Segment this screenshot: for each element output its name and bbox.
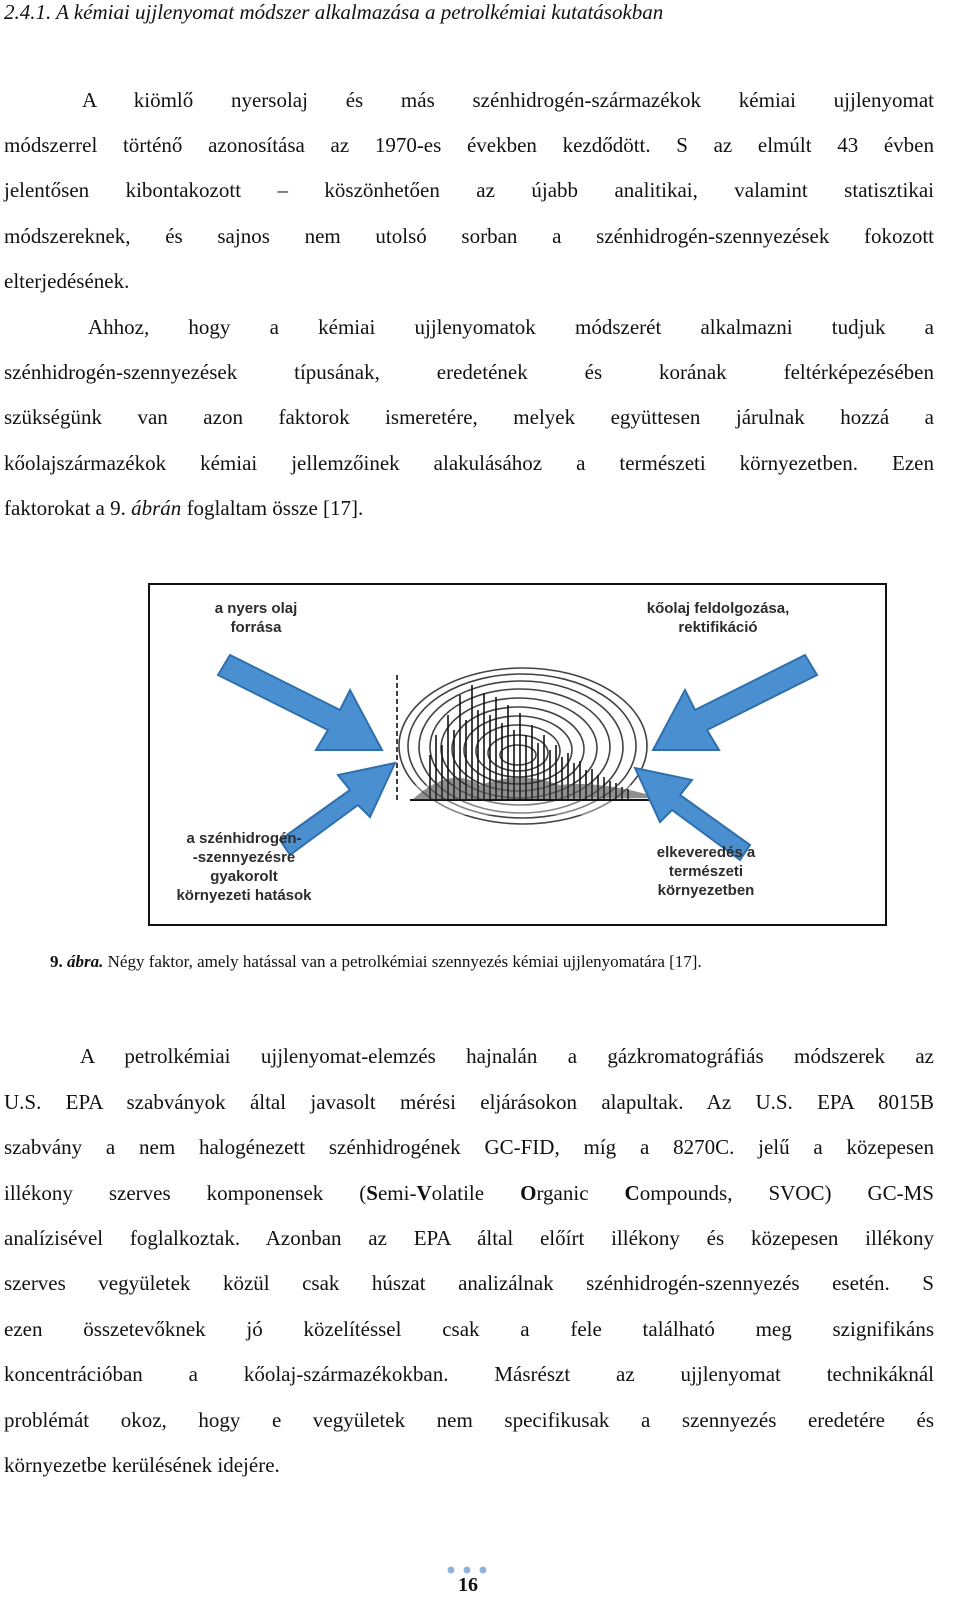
text-line: módszerrel történő azonosítása az 1970-es években kezdődött. S az elmúlt 43 évben [4, 133, 934, 157]
bold-initial: V [416, 1181, 432, 1205]
text-span: ompounds, SVOC) GC-MS [639, 1181, 934, 1205]
label-processing [628, 599, 808, 637]
text-span: foglaltam össze [17]. [181, 496, 364, 520]
text-line: szénhidrogén-szennyezések típusának, eredetének és korának feltérképezésében [4, 360, 934, 384]
text-line: analízisével foglalkoztak. Azonban az EPA által előírt illékony és közepesen illékony [4, 1226, 934, 1250]
label-line: környezetben [657, 882, 755, 899]
text-line: szabvány a nem halogénezett szénhidrogének GC-FID, míg a 8270C. jelű a közepesen [4, 1135, 934, 1159]
figure-caption [50, 952, 702, 972]
text-span: illékony szerves komponensek ( [4, 1181, 367, 1205]
figure-9 [148, 583, 887, 926]
label-line: a szénhidrogén- [186, 830, 302, 847]
bold-initial: O [520, 1181, 537, 1205]
text-span: rganic [536, 1181, 625, 1205]
text-line: A petrolkémiai ujjlenyomat-elemzés hajnalán a gázkromatográfiás módszerek az [80, 1044, 934, 1068]
page-number: 16 [458, 1574, 478, 1596]
text-span: olatile [431, 1181, 521, 1205]
text-line [4, 494, 934, 522]
label-line: gyakorolt [210, 868, 278, 885]
text-line: problémát okoz, hogy e vegyületek nem specifikusak a szennyezés eredetére és [4, 1408, 934, 1432]
label-line: elkeveredés a [656, 844, 756, 861]
label-line: természeti [668, 863, 744, 880]
label-line: rektifikáció [678, 619, 758, 636]
text-line: szerves vegyületek közül csak húszat analizálnak szénhidrogén-szennyezés esetén. S [4, 1271, 934, 1295]
bold-initial: S [366, 1181, 378, 1205]
text-line: Ahhoz, hogy a kémiai ujjlenyomatok módszerét alkalmazni tudjuk a [88, 315, 934, 339]
text-line: koncentrációban a kőolaj-származékokban. Másrészt az ujjlenyomat technikáknál [4, 1362, 934, 1386]
caption-number: 9. [50, 952, 63, 971]
text-line: jelentősen kibontakozott – köszönhetően az újabb analitikai, valamint statisztikai [4, 178, 934, 202]
text-line: kőolajszármazékok kémiai jellemzőinek alakulásához a természeti környezetben. Ezen [4, 451, 934, 475]
label-line: környezeti hatások [176, 887, 312, 904]
text-line: módszereknek, és sajnos nem utolsó sorban a szénhidrogén-szennyezések fokozott [4, 224, 934, 248]
text-line [4, 1179, 934, 1207]
label-line: -szennyezésre [192, 849, 296, 866]
text-line: szükségünk van azon faktorok ismeretére, melyek együttesen járulnak hozzá a [4, 405, 934, 429]
label-line: kőolaj feldolgozása, [646, 600, 790, 617]
label-line: a nyers olaj [214, 600, 298, 617]
caption-word: ábra. [67, 952, 104, 971]
text-span: emi- [377, 1181, 417, 1205]
footer-dots-icon [446, 1566, 490, 1574]
label-mixing [636, 843, 776, 900]
label-environmental-effects [164, 829, 324, 905]
caption-text: Négy faktor, amely hatással van a petrolkémiai szennyezés kémiai ujjlenyomatára [17]. [103, 952, 702, 971]
text-line: elterjedésének. [4, 269, 130, 293]
text-line: környezetbe kerülésének idejére. [4, 1453, 280, 1477]
text-line: U.S. EPA szabványok által javasolt mérési eljárásokon alapultak. Az U.S. EPA 8015B [4, 1090, 934, 1114]
label-crude-oil-source [196, 599, 316, 637]
label-line: forrása [230, 619, 282, 636]
figure-reference: ábrán [131, 496, 182, 520]
arrow-top-right-icon [653, 655, 817, 750]
section-heading: 2.4.1. A kémiai ujjlenyomat módszer alkalmazása a petrolkémiai kutatásokban [4, 0, 664, 24]
arrow-top-left-icon [218, 655, 382, 750]
bold-initial: C [624, 1181, 640, 1205]
text-line: A kiömlő nyersolaj és más szénhidrogén-származékok kémiai ujjlenyomat [82, 88, 934, 112]
text-line: ezen összetevőknek jó közelítéssel csak a fele található meg szignifikáns [4, 1317, 934, 1341]
text-span: faktorokat a 9. [4, 496, 132, 520]
